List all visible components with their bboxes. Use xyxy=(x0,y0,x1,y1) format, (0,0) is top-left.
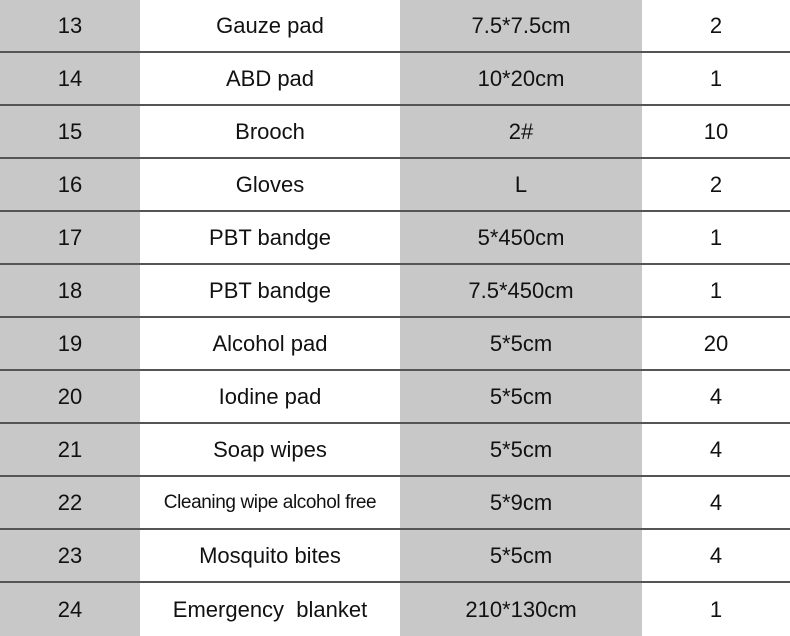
item-size: 5*5cm xyxy=(400,424,642,475)
item-number: 24 xyxy=(0,583,140,636)
table-row xyxy=(0,583,790,636)
table-row xyxy=(0,0,790,53)
item-number: 14 xyxy=(0,53,140,104)
item-size: 5*450cm xyxy=(400,212,642,263)
item-name: Emergency blanket xyxy=(140,583,400,636)
item-number: 17 xyxy=(0,212,140,263)
item-name: PBT bandge xyxy=(140,265,400,316)
table-row xyxy=(0,424,790,477)
item-number: 20 xyxy=(0,371,140,422)
item-name: Alcohol pad xyxy=(140,318,400,369)
item-quantity: 4 xyxy=(642,371,790,422)
item-size: 10*20cm xyxy=(400,53,642,104)
item-quantity: 1 xyxy=(642,583,790,636)
item-size: 7.5*450cm xyxy=(400,265,642,316)
item-size: 5*9cm xyxy=(400,477,642,528)
table-row xyxy=(0,159,790,212)
item-size: 5*5cm xyxy=(400,530,642,581)
item-number: 21 xyxy=(0,424,140,475)
table-row xyxy=(0,477,790,530)
item-name: ABD pad xyxy=(140,53,400,104)
table-row xyxy=(0,212,790,265)
item-size: 5*5cm xyxy=(400,318,642,369)
item-quantity: 2 xyxy=(642,0,790,51)
item-name: Gloves xyxy=(140,159,400,210)
item-quantity: 4 xyxy=(642,477,790,528)
item-size: 5*5cm xyxy=(400,371,642,422)
item-quantity: 1 xyxy=(642,53,790,104)
item-size: 210*130cm xyxy=(400,583,642,636)
item-size: 2# xyxy=(400,106,642,157)
item-number: 19 xyxy=(0,318,140,369)
item-name: Iodine pad xyxy=(140,371,400,422)
table-row xyxy=(0,318,790,371)
item-quantity: 4 xyxy=(642,530,790,581)
item-name: Cleaning wipe alcohol free xyxy=(140,477,400,528)
item-name: Mosquito bites xyxy=(140,530,400,581)
item-number: 18 xyxy=(0,265,140,316)
item-number: 15 xyxy=(0,106,140,157)
table-row xyxy=(0,530,790,583)
table-row xyxy=(0,371,790,424)
item-quantity: 2 xyxy=(642,159,790,210)
item-number: 22 xyxy=(0,477,140,528)
item-number: 23 xyxy=(0,530,140,581)
item-quantity: 1 xyxy=(642,212,790,263)
item-number: 16 xyxy=(0,159,140,210)
item-quantity: 20 xyxy=(642,318,790,369)
item-size: L xyxy=(400,159,642,210)
item-name: PBT bandge xyxy=(140,212,400,263)
item-name: Gauze pad xyxy=(140,0,400,51)
item-quantity: 4 xyxy=(642,424,790,475)
item-name: Brooch xyxy=(140,106,400,157)
table-row xyxy=(0,53,790,106)
item-size: 7.5*7.5cm xyxy=(400,0,642,51)
item-quantity: 10 xyxy=(642,106,790,157)
item-name: Soap wipes xyxy=(140,424,400,475)
table-row xyxy=(0,265,790,318)
item-quantity: 1 xyxy=(642,265,790,316)
table-row xyxy=(0,106,790,159)
item-number: 13 xyxy=(0,0,140,51)
